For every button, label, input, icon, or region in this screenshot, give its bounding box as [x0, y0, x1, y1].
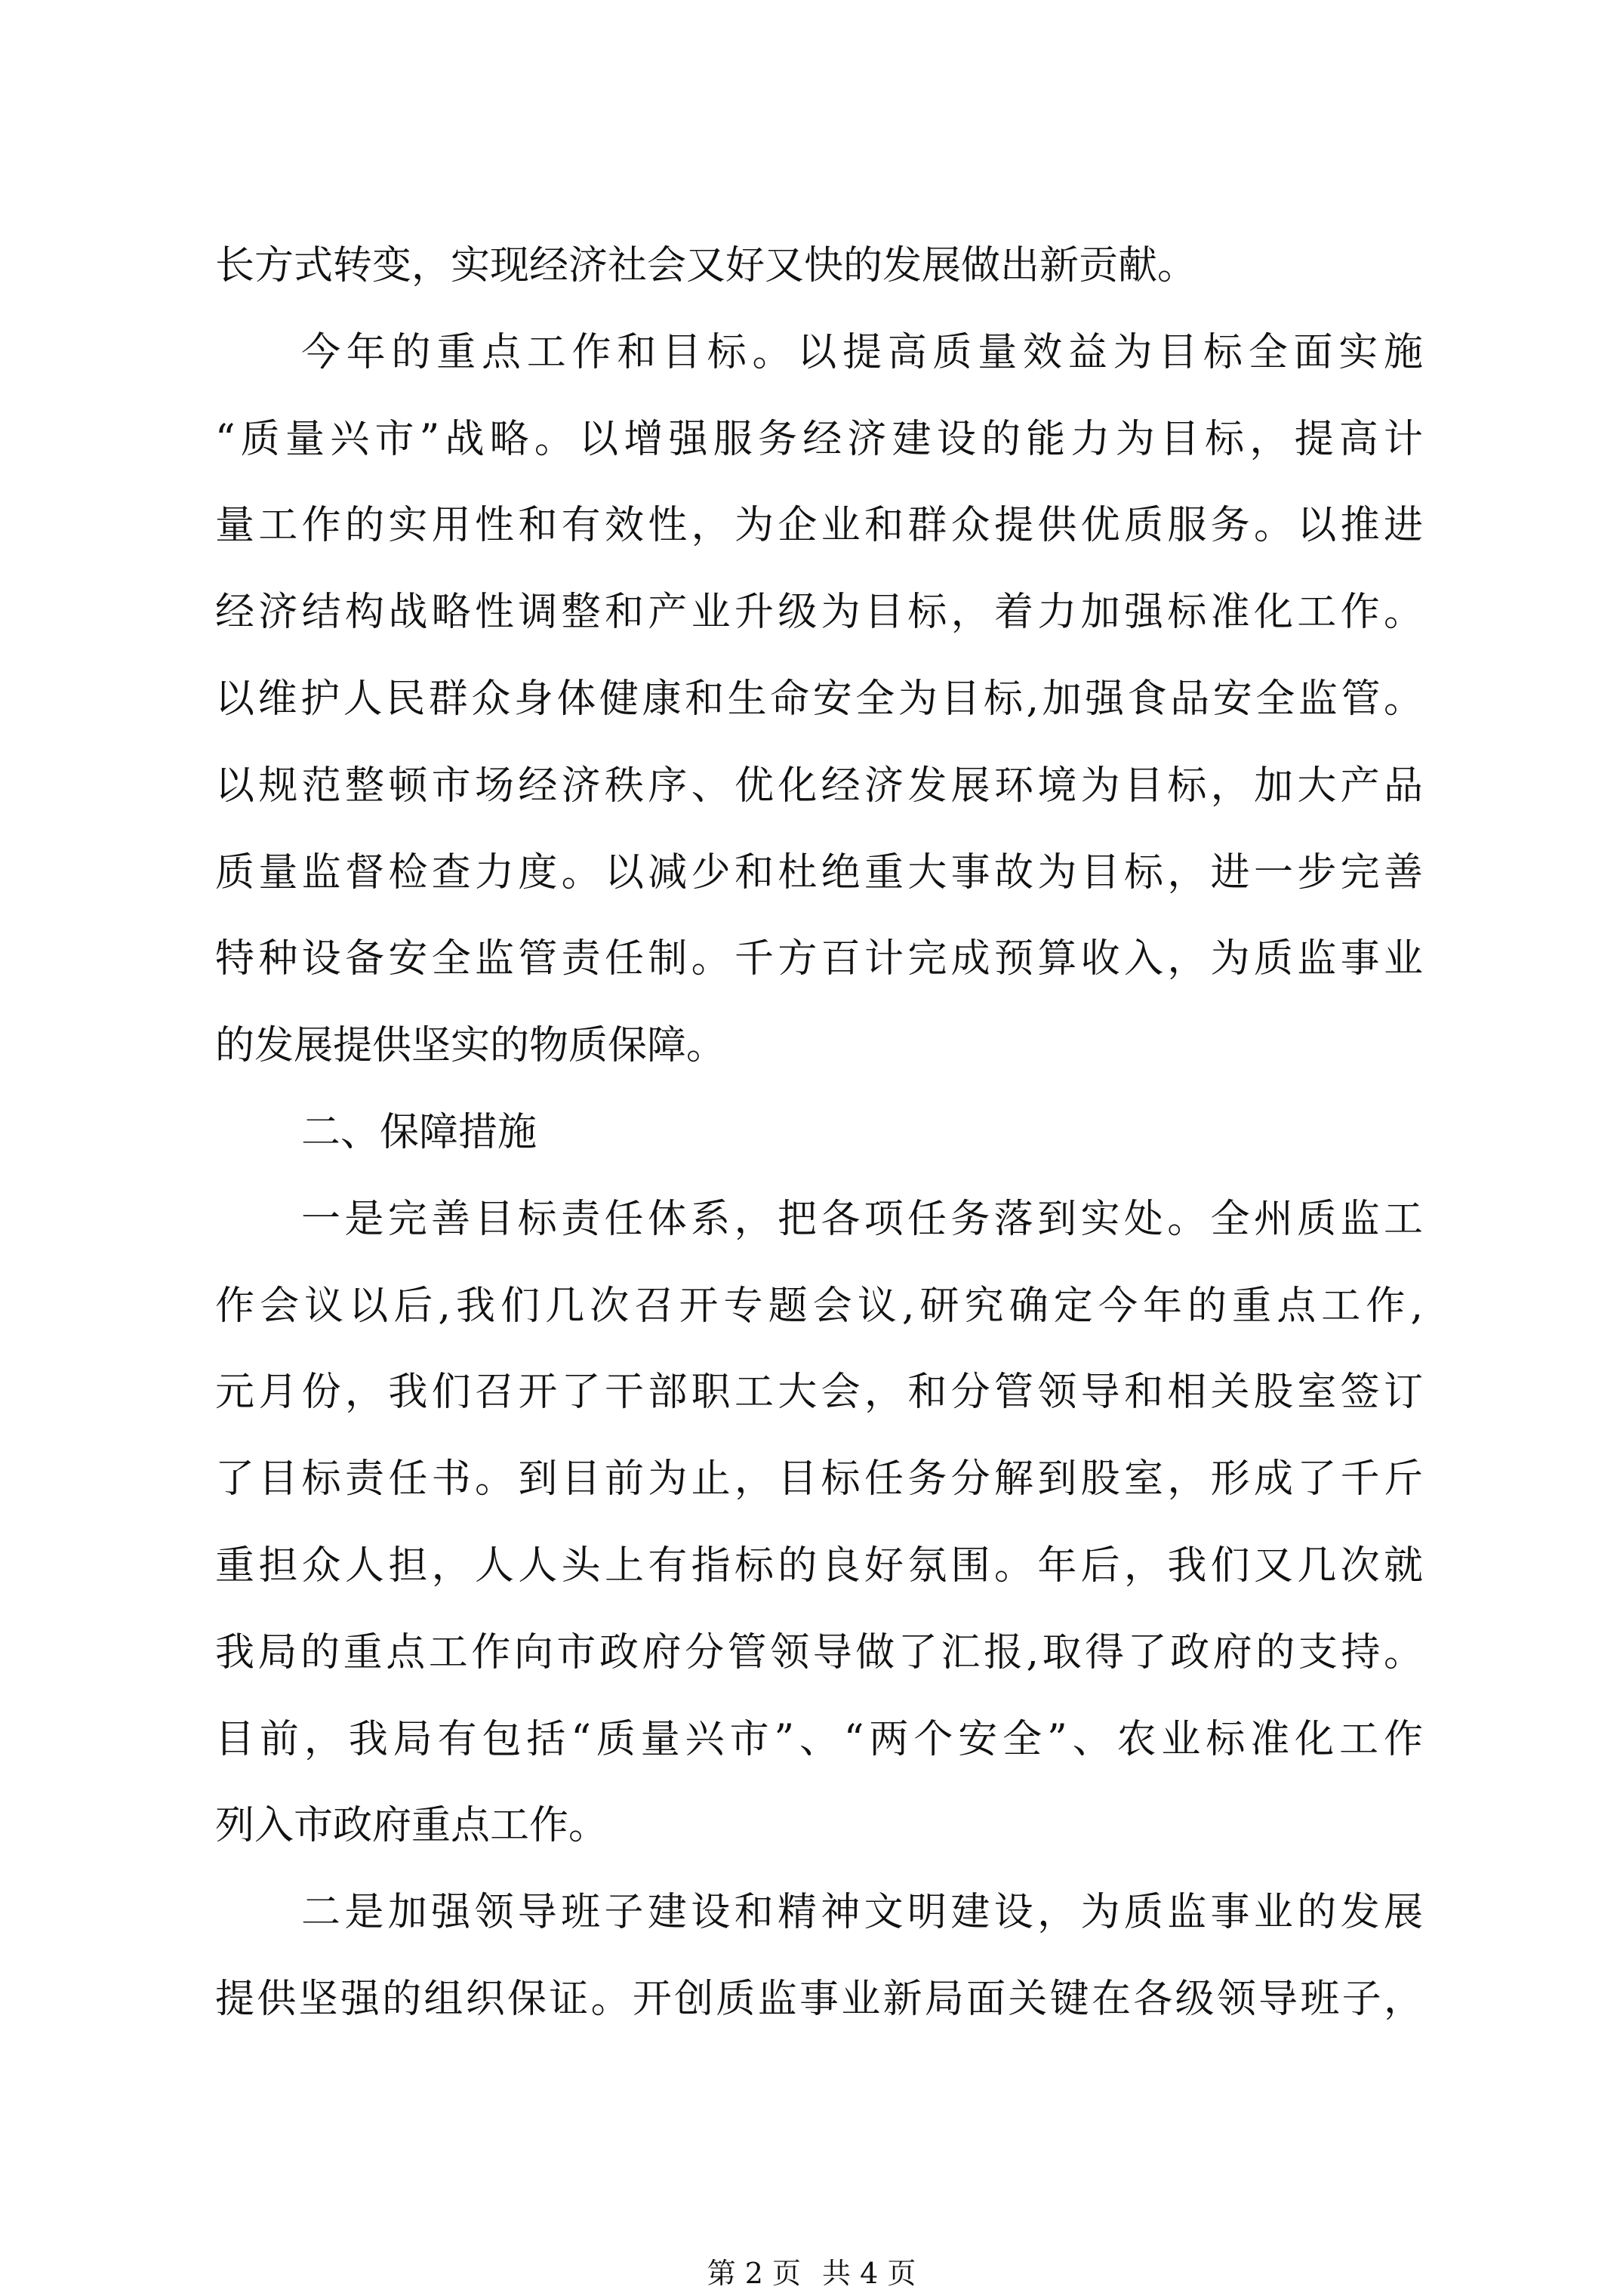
text-line: 特种设备安全监管责任制。千方百计完成预算收入，为质监事业	[215, 936, 1423, 982]
text-line: 长方式转变，实现经济社会又好又快的发展做出新贡献。	[215, 243, 1197, 288]
section-heading: 二、保障措施	[301, 1109, 537, 1155]
text-line: 提供坚强的组织保证。开创质监事业新局面关键在各级领导班子，	[215, 1976, 1423, 2022]
text-line: 以维护人民群众身体健康和生命安全为目标,加强食品安全监管。	[215, 676, 1423, 722]
text-line: 质量监督检查力度。以减少和杜绝重大事故为目标，进一步完善	[215, 849, 1423, 895]
text-line: 作会议以后,我们几次召开专题会议,研究确定今年的重点工作,	[215, 1283, 1423, 1329]
text-line: 了目标责任书。到目前为止，目标任务分解到股室，形成了千斤	[215, 1456, 1423, 1502]
page-number: 第 2 页	[707, 2257, 801, 2290]
text-line: 我局的重点工作向市政府分管领导做了汇报,取得了政府的支持。	[215, 1629, 1423, 1675]
text-line: “质量兴市”战略。以增强服务经济建设的能力为目标，提高计	[215, 416, 1423, 462]
text-line: 目前，我局有包括“质量兴市”、“两个安全”、农业标准化工作	[215, 1716, 1423, 1762]
text-line: 经济结构战略性调整和产业升级为目标，着力加强标准化工作。	[215, 590, 1423, 636]
text-line: 元月份，我们召开了干部职工大会，和分管领导和相关股室签订	[215, 1370, 1423, 1416]
page-footer	[0, 2254, 1623, 2292]
document-body	[215, 223, 1423, 2043]
page-total: 共 4 页	[822, 2257, 916, 2290]
text-line: 今年的重点工作和目标。以提高质量效益为目标全面实施	[301, 329, 1423, 375]
text-line: 量工作的实用性和有效性，为企业和群众提供优质服务。以推进	[215, 503, 1423, 549]
text-line: 的发展提供坚实的物质保障。	[215, 1023, 726, 1069]
text-line: 一是完善目标责任体系，把各项任务落到实处。全州质监工	[301, 1196, 1423, 1242]
text-line: 二是加强领导班子建设和精神文明建设，为质监事业的发展	[301, 1890, 1423, 1936]
text-line: 重担众人担，人人头上有指标的良好氛围。年后，我们又几次就	[215, 1542, 1423, 1589]
text-line: 以规范整顿市场经济秩序、优化经济发展环境为目标，加大产品	[215, 763, 1423, 809]
text-line: 列入市政府重点工作。	[215, 1803, 608, 1849]
